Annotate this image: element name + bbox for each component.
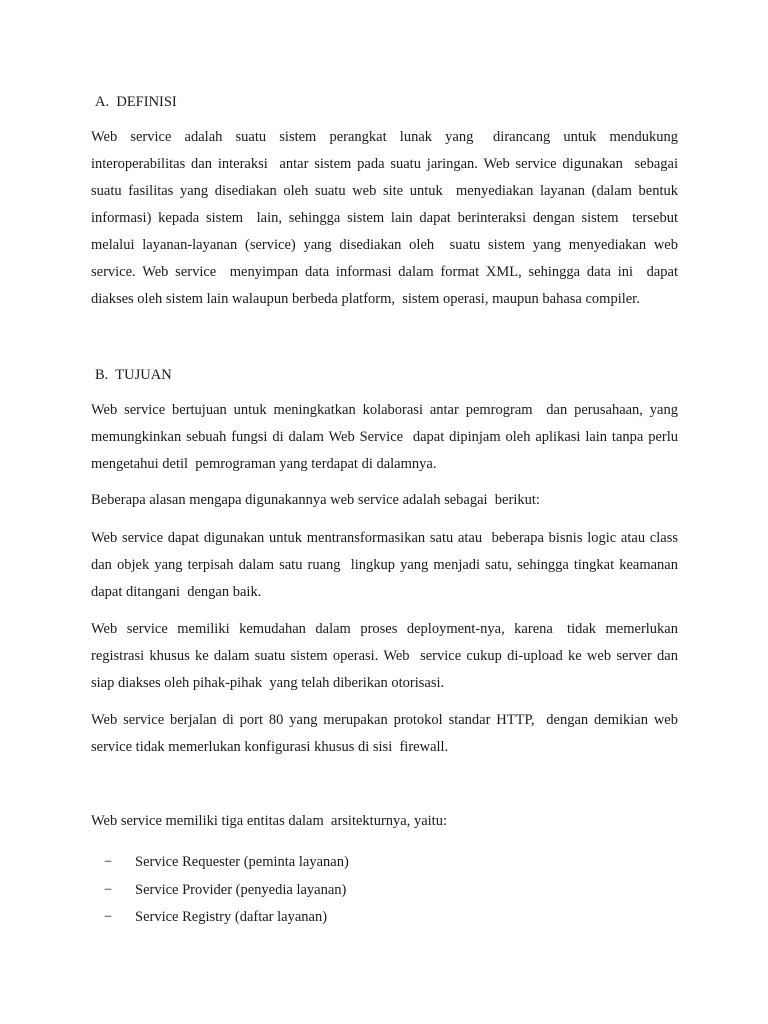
- dash-bullet-icon: −: [104, 881, 113, 898]
- list-item-text: Service Registry (daftar layanan): [135, 909, 328, 925]
- paragraph-line: Web service berjalan di port 80 yang merupakan protokol standar HTTP, dengan demikian web: [91, 712, 678, 728]
- paragraph-line: Web service memiliki kemudahan dalam proses deployment-nya, karena tidak memerlukan: [91, 621, 678, 637]
- entities-intro-paragraph: [91, 808, 678, 835]
- list-item: [91, 904, 591, 932]
- paragraph-line: diakses oleh sistem lain walaupun berbeda platform, sistem operasi, maupun bahasa compiler.: [91, 291, 640, 307]
- paragraph-line: melalui layanan-layanan (service) yang disediakan oleh suatu sistem yang menyediakan web: [91, 237, 678, 253]
- paragraph-line: Web service adalah suatu sistem perangkat lunak yang dirancang untuk mendukung: [91, 129, 678, 145]
- dash-bullet-icon: −: [104, 909, 113, 925]
- paragraph-line: mengetahui detil pemrograman yang terdapat di dalamnya.: [91, 456, 437, 472]
- paragraph-line: registrasi khusus ke dalam suatu sistem operasi. Web service cukup di-upload ke web server dan: [91, 648, 678, 664]
- reasons-intro-paragraph: [91, 487, 678, 514]
- paragraph-line: interoperabilitas dan interaksi antar sistem pada suatu jaringan. Web service digunakan sebagai: [91, 156, 678, 172]
- paragraph-line: Web service dapat digunakan untuk mentransformasikan satu atau beberapa bisnis logic atau class: [91, 530, 678, 546]
- reason-transform-paragraph: [91, 525, 678, 606]
- section-b-purpose-paragraph: [91, 397, 678, 478]
- dash-bullet-icon: −: [104, 854, 113, 870]
- paragraph-line: dapat ditangani dengan baik.: [91, 584, 262, 600]
- paragraph-line: siap diakses oleh pihak-pihak yang telah diberikan otorisasi.: [91, 675, 445, 691]
- paragraph-line: suatu fasilitas yang disediakan oleh suatu web site untuk menyediakan layanan (dalam bentuk: [91, 183, 678, 199]
- paragraph-line: memungkinkan sebuah fungsi di dalam Web Service dapat dipinjam oleh aplikasi lain tanpa perlu: [91, 429, 678, 445]
- list-item: [91, 849, 591, 877]
- paragraph-line: informasi) kepada sistem lain, sehingga sistem lain dapat berinteraksi dengan sistem tersebut: [91, 210, 678, 226]
- paragraph-line: Web service bertujuan untuk meningkatkan kolaborasi antar pemrogram dan perusahaan, yang: [91, 402, 678, 418]
- paragraph-line: Beberapa alasan mengapa digunakannya web service adalah sebagai berikut:: [91, 492, 540, 508]
- paragraph-line: dan objek yang terpisah dalam satu ruang lingkup yang menjadi satu, sehingga tingkat keamanan: [91, 557, 678, 573]
- paragraph-line: service tidak memerlukan konfigurasi khusus di sisi firewall.: [91, 739, 449, 755]
- list-item-text: Service Requester (peminta layanan): [135, 854, 349, 870]
- section-a-heading: A. DEFINISI: [95, 94, 177, 110]
- section-b-heading: B. TUJUAN: [95, 367, 172, 383]
- paragraph-line: Web service memiliki tiga entitas dalam arsitekturnya, yaitu:: [91, 813, 447, 829]
- section-a-definition-paragraph: [91, 124, 678, 313]
- paragraph-line: service. Web service menyimpan data informasi dalam format XML, sehingga data ini dapat: [91, 264, 678, 280]
- entities-list: [91, 849, 591, 932]
- reason-deployment-paragraph: [91, 616, 678, 697]
- reason-port-paragraph: [91, 707, 678, 761]
- list-item-text: Service Provider (penyedia layanan): [135, 881, 347, 898]
- list-item: [91, 877, 591, 905]
